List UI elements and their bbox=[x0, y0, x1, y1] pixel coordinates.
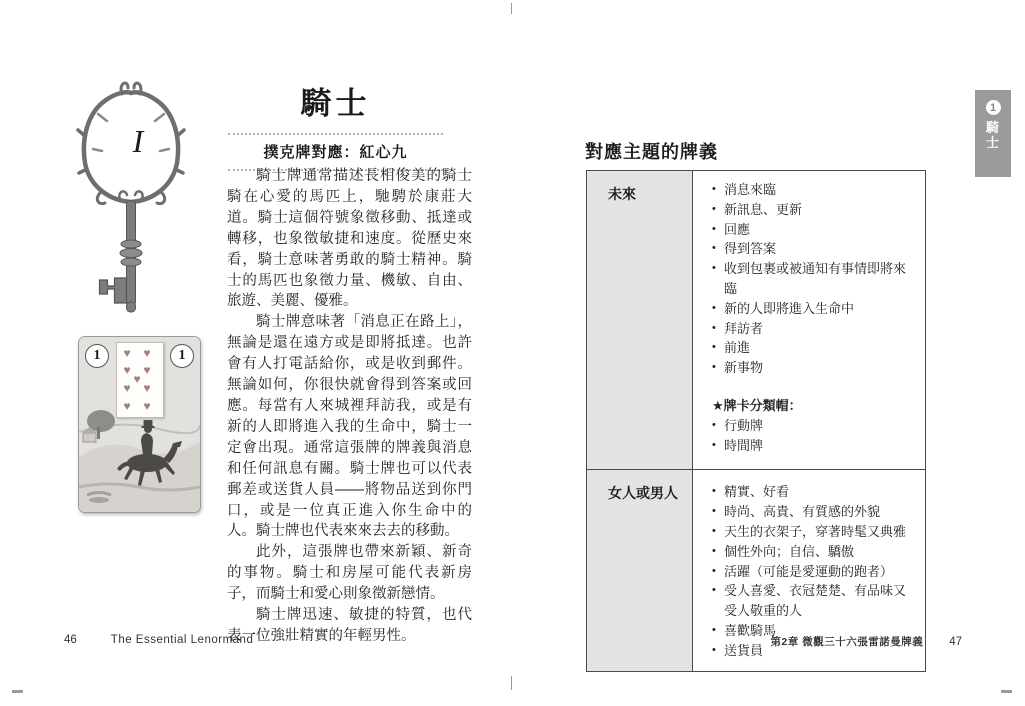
table-row-future bbox=[587, 171, 925, 469]
bullet-item: • 精實、好看 bbox=[712, 482, 915, 502]
future-bullet-list bbox=[712, 180, 915, 378]
crop-mark-bottom bbox=[511, 676, 512, 690]
page-title: 騎士 bbox=[300, 86, 371, 121]
right-page-number: 47 bbox=[949, 636, 962, 648]
bullet-item: • 前進 bbox=[712, 338, 915, 358]
key-numeral-glyph: I bbox=[132, 123, 144, 159]
body-paragraph: 騎士牌通常描述長相俊美的騎士騎在心愛的馬匹上，馳騁於康莊大道。騎士這個符號象徵移動、抵達或轉移，也象徵敏捷和速度。從歷史來看，騎士意味著勇敢的騎士精神。騎士的馬匹也象徵力量、機敏、自由、旅遊、美麗、優雅。 bbox=[227, 168, 472, 310]
bullet-item: • 活躍（可能是愛運動的跑者） bbox=[712, 562, 915, 582]
rider-card-illustration bbox=[78, 336, 201, 513]
playing-card-correspondence: 撲克牌對應：紅心九 bbox=[263, 144, 408, 161]
bullet-item: • 行動牌 bbox=[712, 416, 915, 436]
bullet-item: • 新的人即將進入生命中 bbox=[712, 299, 915, 319]
chapter-running-head: 第2章 微觀三十六張雷諾曼牌義 bbox=[770, 636, 924, 648]
body-paragraph: 騎士牌迅速、敏捷的特質，也代表一位強壯精實的年輕男性。 bbox=[227, 607, 472, 644]
book-title-running-head: The Essential Lenormand bbox=[110, 634, 254, 646]
tab-label: 騎士 bbox=[986, 120, 1001, 150]
bullet-item: • 天生的衣架子，穿著時髦又典雅 bbox=[712, 522, 915, 542]
body-text bbox=[227, 166, 472, 647]
left-page-footer bbox=[64, 634, 253, 646]
crop-mark-bottom-left bbox=[12, 690, 23, 693]
card-number-badge-left: 1 bbox=[85, 344, 109, 368]
bullet-item: • 送貨員 bbox=[712, 641, 915, 661]
crop-mark-bottom-right bbox=[1001, 690, 1012, 693]
card-heading-block bbox=[228, 78, 443, 171]
section-title: 對應主題的牌義 bbox=[585, 142, 718, 162]
bullet-item: • 時間牌 bbox=[712, 436, 915, 456]
bullet-item: • 個性外向；自信、驕傲 bbox=[712, 542, 915, 562]
card-category-note-title: ★牌卡分類帽： bbox=[712, 397, 802, 413]
body-paragraph: 騎士牌意味著「消息正在路上」，無論是還在遠方或是即將抵達。也許會有人打電話給你，或是收到郵件。無論如何，你很快就會得到答案或回應。每當有人來城裡拜訪我，或是有新的人即將進入我的生命中，騎士一定會出現。通常這張牌的牌義與消息和任何訊息有關。騎士牌也可以代表郵差或送貨人員——將物品送到你門口，或是一位真正進入你生命中的人。騎士牌也代表來來去去的移動。 bbox=[227, 314, 472, 540]
crop-mark-top bbox=[511, 3, 512, 14]
left-page-number: 46 bbox=[64, 634, 77, 646]
meanings-table bbox=[586, 170, 926, 672]
bullet-item: • 受人喜愛、衣冠楚楚、有品味又受人敬重的人 bbox=[712, 581, 915, 621]
bullet-item: • 喜歡騎馬 bbox=[712, 621, 915, 641]
tab-number-badge: 1 bbox=[986, 100, 1001, 115]
card-number-badge-right: 1 bbox=[170, 344, 194, 368]
row-header-future: 未來 bbox=[587, 171, 693, 469]
antique-key-illustration bbox=[68, 74, 194, 322]
bullet-item: • 得到答案 bbox=[712, 239, 915, 259]
nine-of-hearts-panel: ♥ ♥ ♥ ♥ ♥ ♥ ♥ ♥ ♥ bbox=[116, 342, 164, 418]
body-paragraph: 此外，這張牌也帶來新穎、新奇的事物。騎士和房屋可能代表新房子，而騎士和愛心則象徵新戀情。 bbox=[227, 544, 472, 603]
chapter-side-tab bbox=[975, 90, 1011, 177]
row-header-person: 女人或男人 bbox=[587, 470, 693, 670]
bullet-item: • 新事物 bbox=[712, 358, 915, 378]
bullet-item: • 消息來臨 bbox=[712, 180, 915, 200]
bullet-item: • 新訊息、更新 bbox=[712, 200, 915, 220]
bullet-item: • 時尚、高貴、有質感的外貌 bbox=[712, 502, 915, 522]
bullet-item: • 回應 bbox=[712, 220, 915, 240]
right-page-footer bbox=[770, 634, 962, 649]
category-bullet-list bbox=[712, 416, 915, 456]
bullet-item: • 收到包裹或被通知有事情即將來臨 bbox=[712, 259, 915, 299]
bullet-item: • 拜訪者 bbox=[712, 319, 915, 339]
